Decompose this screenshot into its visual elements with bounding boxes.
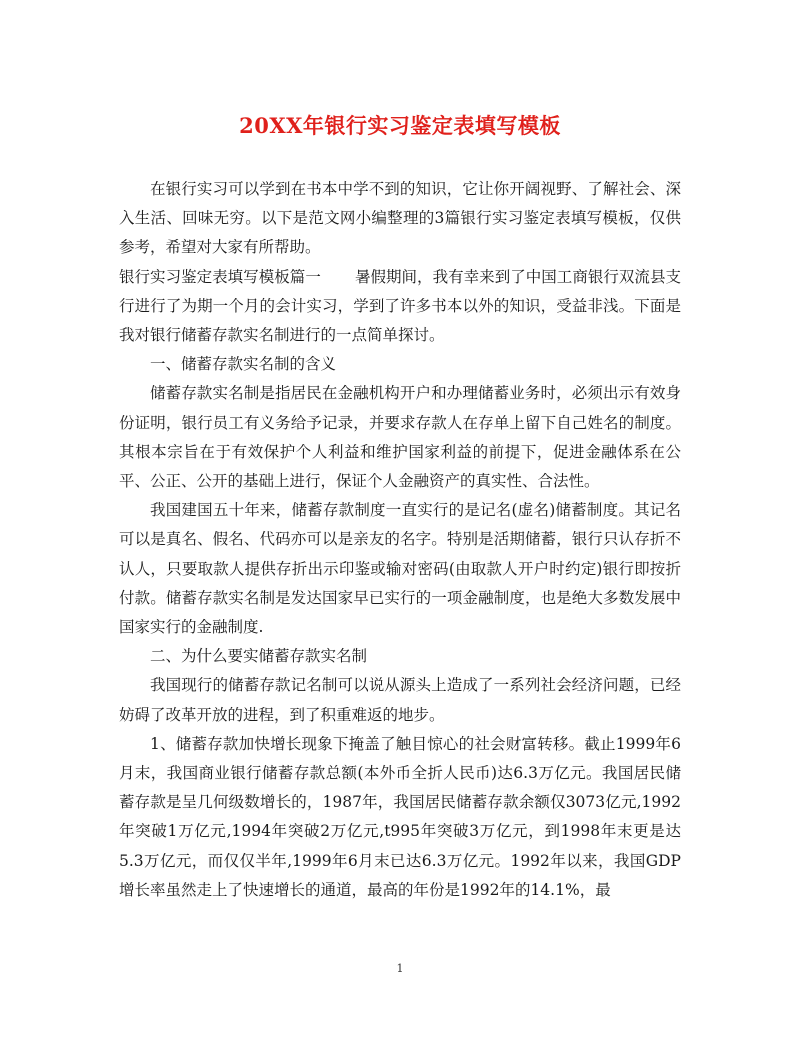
- section1-paragraph-2: 我国建国五十年来，储蓄存款制度一直实行的是记名(虚名)储蓄制度。其记名可以是真名、假名、代码亦可以是亲友的名字。特别是活期储蓄，银行只认存折不认人，只要取款人提供存折出示印鉴或输对密码(由取款人开户时约定)银行即按折付款。储蓄存款实名制是发达国家早已实行的一项金融制度，也是绝大多数发展中国家实行的金融制度.: [119, 501, 681, 637]
- template-heading: 银行实习鉴定表填写模板篇一: [119, 267, 321, 286]
- section2-paragraph-2: 1、储蓄存款加快增长现象下掩盖了触目惊心的社会财富转移。截止1999年6月末，我国商业银行储蓄存款总额(本外币全折人民币)达6.3万亿元。我国居民储蓄存款是呈几何级数增长的，1987年，我国居民储蓄存款余额仅3073亿元,1992年突破1万亿元,1994年突破2万亿元,t995年突破3万亿元，到1998年末更是达5.3万亿元，而仅仅半年,1999年6月末已达6.3万亿元。1992年以来，我国GDP增长率虽然走上了快速增长的通道，最高的年份是1992年的14.1%，最: [119, 734, 681, 899]
- document-body: [119, 175, 681, 905]
- section2-paragraph-1: 我国现行的储蓄存款记名制可以说从源头上造成了一系列社会经济问题，已经妨碍了改革开放的进程，到了积重难返的地步。: [119, 676, 681, 724]
- template-paragraph: [119, 263, 681, 351]
- section2-heading: 二、为什么要实储蓄存款实名制: [150, 647, 368, 666]
- document-title: 20XX年银行实习鉴定表填写模板: [239, 113, 561, 138]
- intro-paragraph: 在银行实习可以学到在书本中学不到的知识，它让你开阔视野、了解社会、深入生活、回味无穷。以下是范文网小编整理的3篇银行实习鉴定表填写模板，仅供参考，希望对大家有所帮助。: [119, 180, 681, 257]
- section1-heading: 一、储蓄存款实名制的含义: [150, 355, 337, 374]
- section1-paragraph-1: 储蓄存款实名制是指居民在金融机构开户和办理储蓄业务时，必须出示有效身份证明，银行员工有义务给予记录，并要求存款人在存单上留下自己姓名的制度。其根本宗旨在于有效保护个人利益和维护国家利益的前提下，促进金融体系在公平、公正、公开的基础上进行，保证个人金融资产的真实性、合法性。: [119, 384, 681, 491]
- page-number: 1: [396, 962, 404, 975]
- template-text: 暑假期间，我有幸来到了中国工商银行双流县支行进行了为期一个月的会计实习，学到了许多书本以外的知识，受益非浅。下面是我对银行储蓄存款实名制进行的一点简单探讨。: [119, 267, 681, 345]
